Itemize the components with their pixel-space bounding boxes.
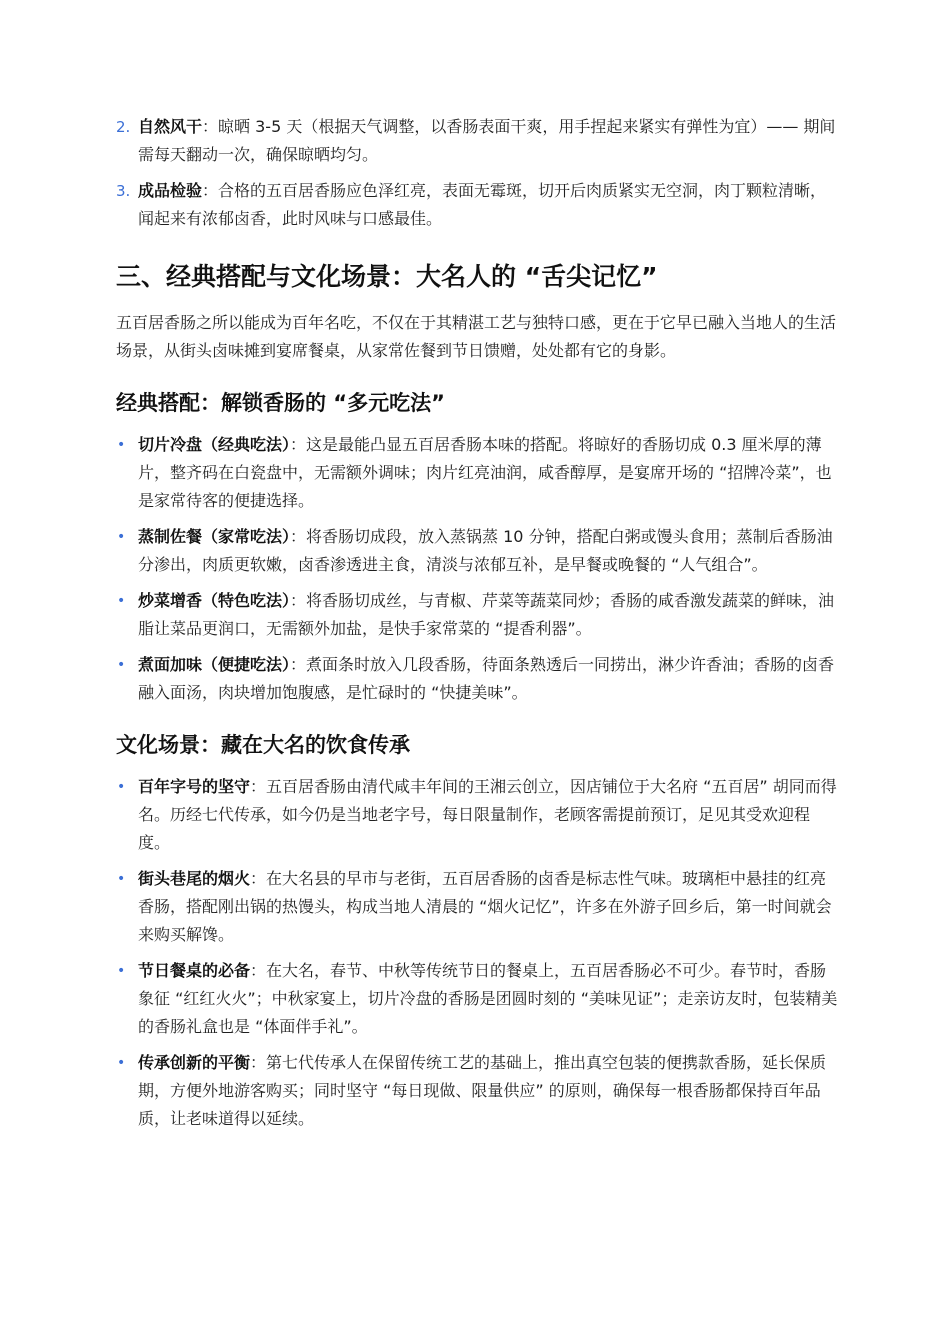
- bullet-icon: •: [117, 963, 126, 979]
- item-text: 这是最能凸显五百居香肠本味的搭配。将晾好的香肠切成 0.3 厘米厚的薄片，整齐码在白瓷盘中，无需额外调味；肉片红亮油润，咸香醇厚，是宴席开场的 “招牌冷菜”，也是家常待客的便捷选择。: [138, 435, 832, 510]
- list-item: [116, 177, 840, 233]
- bullet-icon: •: [117, 657, 126, 673]
- item-separator: ：: [250, 869, 267, 888]
- item-text: 煮面条时放入几段香肠，待面条熟透后一同捞出，淋少许香油；香肠的卤香融入面汤，肉块增加饱腹感，是忙碌时的 “快捷美味”。: [138, 655, 835, 702]
- section-heading: 三、经典搭配与文化场景：大名人的 “舌尖记忆”: [116, 262, 658, 291]
- list-item: [116, 113, 840, 169]
- subsection-heading-culture: 文化场景：藏在大名的饮食传承: [116, 733, 410, 757]
- item-text: 将香肠切成段，放入蒸锅蒸 10 分钟，搭配白粥或馒头食用；蒸制后香肠油分渗出，肉质更软嫩，卤香渗透进主食，清淡与浓郁互补，是早餐或晚餐的 “人气组合”。: [138, 527, 833, 574]
- item-text: 合格的五百居香肠应色泽红亮，表面无霉斑，切开后肉质紧实无空洞，肉丁颗粒清晰，闻起来有浓郁卤香，此时风味与口感最佳。: [138, 181, 827, 228]
- item-text: 第七代传承人在保留传统工艺的基础上，推出真空包装的便携款香肠，延长保质期，方便外地游客购买；同时坚守 “每日现做、限量供应” 的原则，确保每一根香肠都保持百年品质，让老味道得以延续。: [138, 1053, 827, 1128]
- list-item: [116, 523, 840, 579]
- item-text: 晾晒 3-5 天（根据天气调整，以香肠表面干爽，用手捏起来紧实有弹性为宜）—— 期间需每天翻动一次，确保晾晒均匀。: [138, 117, 836, 164]
- item-term: 切片冷盘（经典吃法）: [138, 435, 291, 454]
- item-separator: ：: [250, 961, 267, 980]
- item-term: 传承创新的平衡: [138, 1053, 251, 1072]
- item-separator: ：: [250, 777, 267, 796]
- item-separator: ：: [202, 181, 219, 200]
- item-term: 自然风干: [138, 117, 203, 136]
- item-text: 五百居香肠由清代咸丰年间的王湘云创立，因店铺位于大名府 “五百居” 胡同而得名。历经七代传承，如今仍是当地老字号，每日限量制作，老顾客需提前预订，足见其受欢迎程度。: [138, 777, 837, 852]
- list-item: [116, 587, 840, 643]
- bullet-icon: •: [117, 779, 126, 795]
- item-text: 在大名县的早市与老街，五百居香肠的卤香是标志性气味。玻璃柜中悬挂的红亮香肠，搭配刚出锅的热馒头，构成当地人清晨的 “烟火记忆”，许多在外游子回乡后，第一时间就会来购买解馋。: [138, 869, 832, 944]
- item-term: 节日餐桌的必备: [138, 961, 251, 980]
- item-separator: ：: [290, 527, 307, 546]
- item-term: 百年字号的坚守: [138, 777, 251, 796]
- bullet-icon: •: [117, 593, 126, 609]
- list-item: [116, 865, 840, 949]
- pairing-list: [116, 431, 840, 707]
- subsection-heading-pairing: 经典搭配：解锁香肠的 “多元吃法”: [116, 391, 445, 415]
- bullet-icon: •: [117, 437, 126, 453]
- item-term: 街头巷尾的烟火: [138, 869, 251, 888]
- bullet-icon: •: [117, 871, 126, 887]
- item-term: 炒菜增香（特色吃法）: [138, 591, 291, 610]
- item-term: 成品检验: [138, 181, 203, 200]
- list-item: [116, 651, 840, 707]
- list-item: [116, 1049, 840, 1133]
- list-item: [116, 773, 840, 857]
- culture-list: [116, 773, 840, 1133]
- item-separator: ：: [250, 1053, 267, 1072]
- item-separator: ：: [290, 655, 307, 674]
- item-separator: ：: [202, 117, 219, 136]
- item-term: 煮面加味（便捷吃法）: [138, 655, 291, 674]
- item-text: 将香肠切成丝，与青椒、芹菜等蔬菜同炒；香肠的咸香激发蔬菜的鲜味，油脂让菜品更润口，无需额外加盐，是快手家常菜的 “提香利器”。: [138, 591, 835, 638]
- process-steps-list: [116, 113, 840, 233]
- list-item: [116, 431, 840, 515]
- item-text: 在大名，春节、中秋等传统节日的餐桌上，五百居香肠必不可少。春节时，香肠象征 “红红火火”；中秋家宴上，切片冷盘的香肠是团圆时刻的 “美味见证”；走亲访友时，包装精美的香肠礼盒也是 “体面伴手礼”。: [138, 961, 838, 1036]
- bullet-icon: •: [117, 1055, 126, 1071]
- bullet-icon: •: [117, 529, 126, 545]
- item-separator: ：: [290, 435, 307, 454]
- list-number: 2.: [116, 118, 131, 136]
- list-item: [116, 957, 840, 1041]
- item-term: 蒸制佐餐（家常吃法）: [138, 527, 291, 546]
- list-number: 3.: [116, 182, 131, 200]
- section-intro-paragraph: 五百居香肠之所以能成为百年名吃，不仅在于其精湛工艺与独特口感，更在于它早已融入当地人的生活场景，从街头卤味摊到宴席餐桌，从家常佐餐到节日馈赠，处处都有它的身影。: [116, 313, 837, 360]
- item-separator: ：: [290, 591, 307, 610]
